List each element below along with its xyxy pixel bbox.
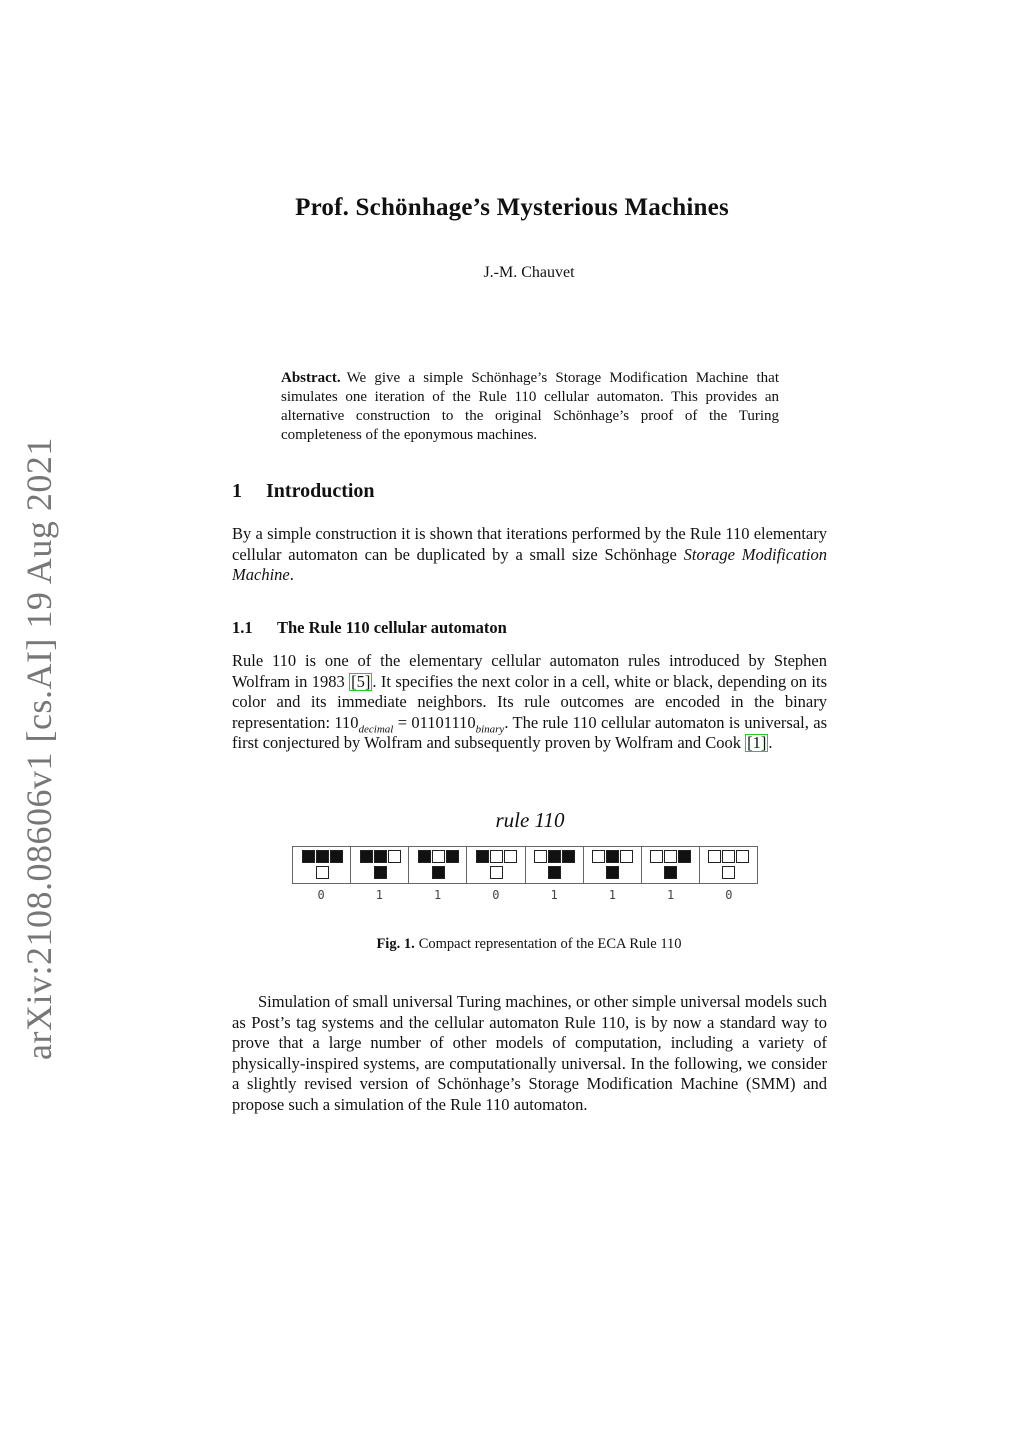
neighborhood-cell-white bbox=[432, 850, 445, 863]
neighborhood-cell-white bbox=[504, 850, 517, 863]
result-cell-black bbox=[432, 866, 445, 879]
rule-pattern-4 bbox=[526, 847, 584, 883]
paper-author: J.-M. Chauvet bbox=[483, 264, 575, 281]
figure-caption bbox=[0, 936, 1024, 953]
rule-output-label: 1 bbox=[434, 888, 442, 902]
neighborhood-cell-white bbox=[592, 850, 605, 863]
subscript-decimal: decimal bbox=[358, 723, 394, 736]
section-title: Introduction bbox=[266, 480, 375, 502]
intro-text: By a simple construction it is shown that iterations performed by the Rule 110 elementary cellular automaton can be duplicated by a small size Schönhage bbox=[232, 524, 827, 564]
subsection-title: The Rule 110 cellular automaton bbox=[277, 618, 507, 637]
neighborhood-cell-white bbox=[620, 850, 633, 863]
neighborhood-cell-white bbox=[388, 850, 401, 863]
rule-output-label: 0 bbox=[492, 888, 500, 902]
citation-link-1[interactable]: [1] bbox=[747, 733, 767, 753]
rule-pattern-7 bbox=[700, 847, 757, 883]
rule-pattern-3 bbox=[467, 847, 525, 883]
section-number: 1 bbox=[232, 480, 242, 502]
rule110-text-2: . It specifies the next color in a cell, white or black, depending on its color and its immediate neighbors. Its rule outcomes are encoded in the binary representation: 110 bbox=[232, 671, 827, 732]
neighborhood-cell-white bbox=[664, 850, 677, 863]
rule-output-label: 0 bbox=[317, 888, 325, 902]
rule-output-row bbox=[292, 888, 758, 902]
neighborhood-cell-white bbox=[736, 850, 749, 863]
intro-end: . bbox=[289, 565, 294, 585]
neighborhood-cell-black bbox=[330, 850, 343, 863]
neighborhood-cell-black bbox=[302, 850, 315, 863]
neighborhood-cell-white bbox=[534, 850, 547, 863]
neighborhood-cell-white bbox=[722, 850, 735, 863]
section-heading-introduction bbox=[232, 480, 375, 503]
rule-output-label: 1 bbox=[550, 888, 558, 902]
abstract bbox=[281, 369, 779, 445]
neighborhood-cell-white bbox=[490, 850, 503, 863]
rule-pattern-5 bbox=[584, 847, 642, 883]
neighborhood-cell-black bbox=[374, 850, 387, 863]
neighborhood-cell-black bbox=[606, 850, 619, 863]
rule-pattern-6 bbox=[642, 847, 700, 883]
neighborhood-cell-black bbox=[418, 850, 431, 863]
result-cell-black bbox=[374, 866, 387, 879]
rule110-text-5: . bbox=[768, 733, 773, 753]
subsection-number: 1.1 bbox=[232, 618, 253, 637]
rule-pattern-1 bbox=[351, 847, 409, 883]
caption-label: Fig. 1. bbox=[376, 936, 415, 952]
rule-output-label: 1 bbox=[608, 888, 616, 902]
neighborhood-cell-black bbox=[548, 850, 561, 863]
neighborhood-cell-black bbox=[360, 850, 373, 863]
caption-text: Compact representation of the ECA Rule 110 bbox=[418, 936, 682, 952]
result-cell-white bbox=[722, 866, 735, 879]
figure-title: rule 110 bbox=[495, 808, 565, 832]
result-cell-black bbox=[606, 866, 619, 879]
neighborhood-cell-black bbox=[316, 850, 329, 863]
subsection-heading-rule110 bbox=[232, 618, 507, 638]
paper-title: Prof. Schönhage’s Mysterious Machines bbox=[295, 194, 729, 221]
neighborhood-cell-black bbox=[446, 850, 459, 863]
rule-pattern-strip bbox=[292, 846, 758, 884]
intro-paragraph bbox=[232, 524, 827, 586]
intro-italic-term: Storage Modification Machine bbox=[232, 544, 827, 585]
rule110-text-1: Rule 110 is one of the elementary cellular automaton rules introduced by Stephen Wolfram in 1983 bbox=[232, 651, 827, 691]
abstract-text: We give a simple Schönhage’s Storage Modification Machine that simulates one iteration of the Rule 110 cellular automaton. This provides an alternative construction to the original Schönhage’s proof of the Turing completeness of the eponymous machines. bbox=[281, 370, 779, 443]
neighborhood-cell-white bbox=[650, 850, 663, 863]
arxiv-identifier: arXiv:2108.08606v1 [cs.AI] 19 Aug 2021 bbox=[19, 437, 59, 1060]
rule-output-label: 0 bbox=[725, 888, 733, 902]
neighborhood-cell-black bbox=[678, 850, 691, 863]
rule-output-label: 1 bbox=[667, 888, 675, 902]
result-cell-white bbox=[490, 866, 503, 879]
figure-rule110 bbox=[292, 808, 758, 902]
result-cell-black bbox=[548, 866, 561, 879]
abstract-label: Abstract. bbox=[281, 370, 341, 386]
simulation-paragraph: Simulation of small universal Turing machines, or other simple universal models such as Post’s tag systems and the cellular automaton Rule 110, is by now a standard way to prove that a large number of other models of computation, including a variety of physically-inspired systems, are computationally universal. In the following, we consider a slightly revised version of Schönhage’s Storage Modification Machine (SMM) and propose such a simulation of the Rule 110 automaton. bbox=[232, 992, 827, 1114]
neighborhood-cell-white bbox=[708, 850, 721, 863]
citation-link-5[interactable]: [5] bbox=[351, 671, 371, 691]
rule110-text-3: = 01101110 bbox=[393, 712, 476, 732]
rule-output-label: 1 bbox=[375, 888, 383, 902]
result-cell-white bbox=[316, 866, 329, 879]
rule-pattern-2 bbox=[409, 847, 467, 883]
neighborhood-cell-black bbox=[562, 850, 575, 863]
subscript-binary: binary bbox=[475, 723, 505, 736]
neighborhood-cell-black bbox=[476, 850, 489, 863]
rule110-text-4: . The rule 110 cellular automaton is universal, as first conjectured by Wolfram and subsequently proven by Wolfram and Cook bbox=[232, 712, 827, 753]
rule110-paragraph bbox=[232, 651, 827, 754]
rule-pattern-0 bbox=[293, 847, 351, 883]
result-cell-black bbox=[664, 866, 677, 879]
